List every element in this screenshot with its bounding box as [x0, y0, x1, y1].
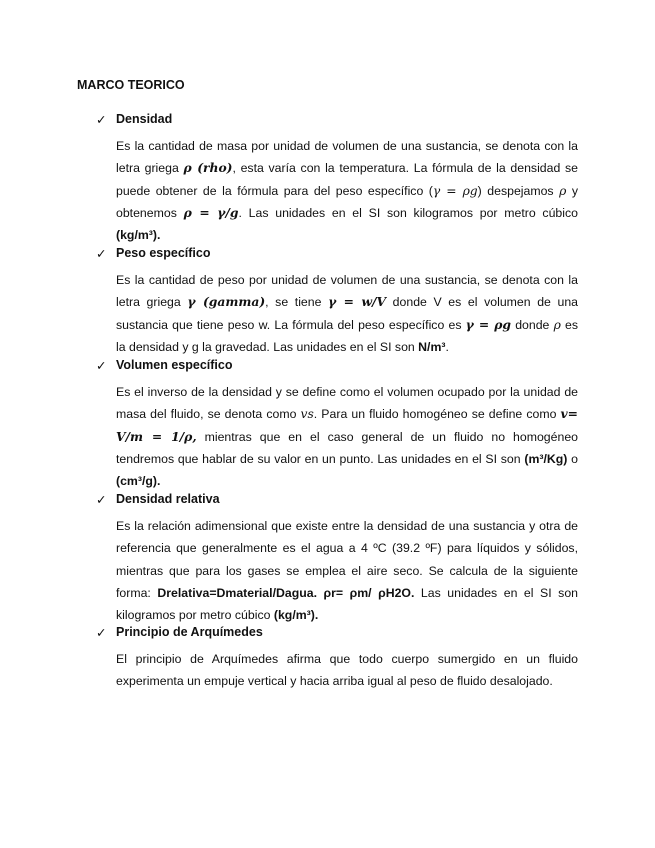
section-heading: Volumen específico: [116, 358, 233, 372]
section-heading: Densidad relativa: [116, 492, 220, 506]
section-paragraph: El principio de Arquímedes afirma que todo cuerpo sumergido en un fluido experimenta un empuje vertical y hacia arriba igual al peso de fluido desalojado.: [116, 652, 578, 689]
section-paragraph: Es la cantidad de masa por unidad de volumen de una sustancia, se denota con la letra griega ρ (rho), esta varía con la temperatura. La fórmula de la densidad se puede obtener de la fórmula para del peso específico (γ = ρg) despejamos ρ y obtenemos ρ = γ/g. Las unidades en el SI son kilogramos por metro cúbico (kg/m³).: [116, 139, 579, 243]
check-icon: ✓: [96, 359, 107, 373]
section-heading: Principio de Arquímedes: [116, 625, 263, 639]
section-paragraph: Es la relación adimensional que existe entre la densidad de una sustancia y otra de referencia que generalmente es el agua a 4 ºC (39.2 ºF) para líquidos y sólidos, mientras que para los gases se emplea el aire seco. Se calcula de la siguiente forma: Drelativa=Dmaterial/Dagua. ρr= ρm/ ρH2O. Las unidades en el SI son kilogramos por metro cúbico (kg/m³).: [116, 519, 578, 623]
check-icon: ✓: [96, 626, 107, 640]
page-title: MARCO TEORICO: [77, 78, 185, 92]
check-icon: ✓: [96, 247, 107, 261]
section-paragraph: Es el inverso de la densidad y se define como el volumen ocupado por la unidad de masa del fluido, se denota como vs. Para un fluido homogéneo se define como v= V/m = 1/ρ, mientras que en el caso general de un fluido no homogéneo tendremos que hablar de su valor en un punto. Las unidades en el SI son (m³/Kg) o (cm³/g).: [116, 385, 578, 489]
check-icon: ✓: [96, 113, 107, 127]
section-paragraph: Es la cantidad de peso por unidad de volumen de una sustancia, se denota con la letra griega γ (gamma), se tiene γ = w/V donde V es el volumen de una sustancia que tiene peso w. La fórmula del peso específico es γ = ρg donde ρ es la densidad y g la gravedad. Las unidades en el SI son N/m³.: [116, 273, 579, 354]
section-heading: Peso específico: [116, 246, 211, 260]
section-heading: Densidad: [116, 112, 173, 126]
check-icon: ✓: [96, 493, 107, 507]
